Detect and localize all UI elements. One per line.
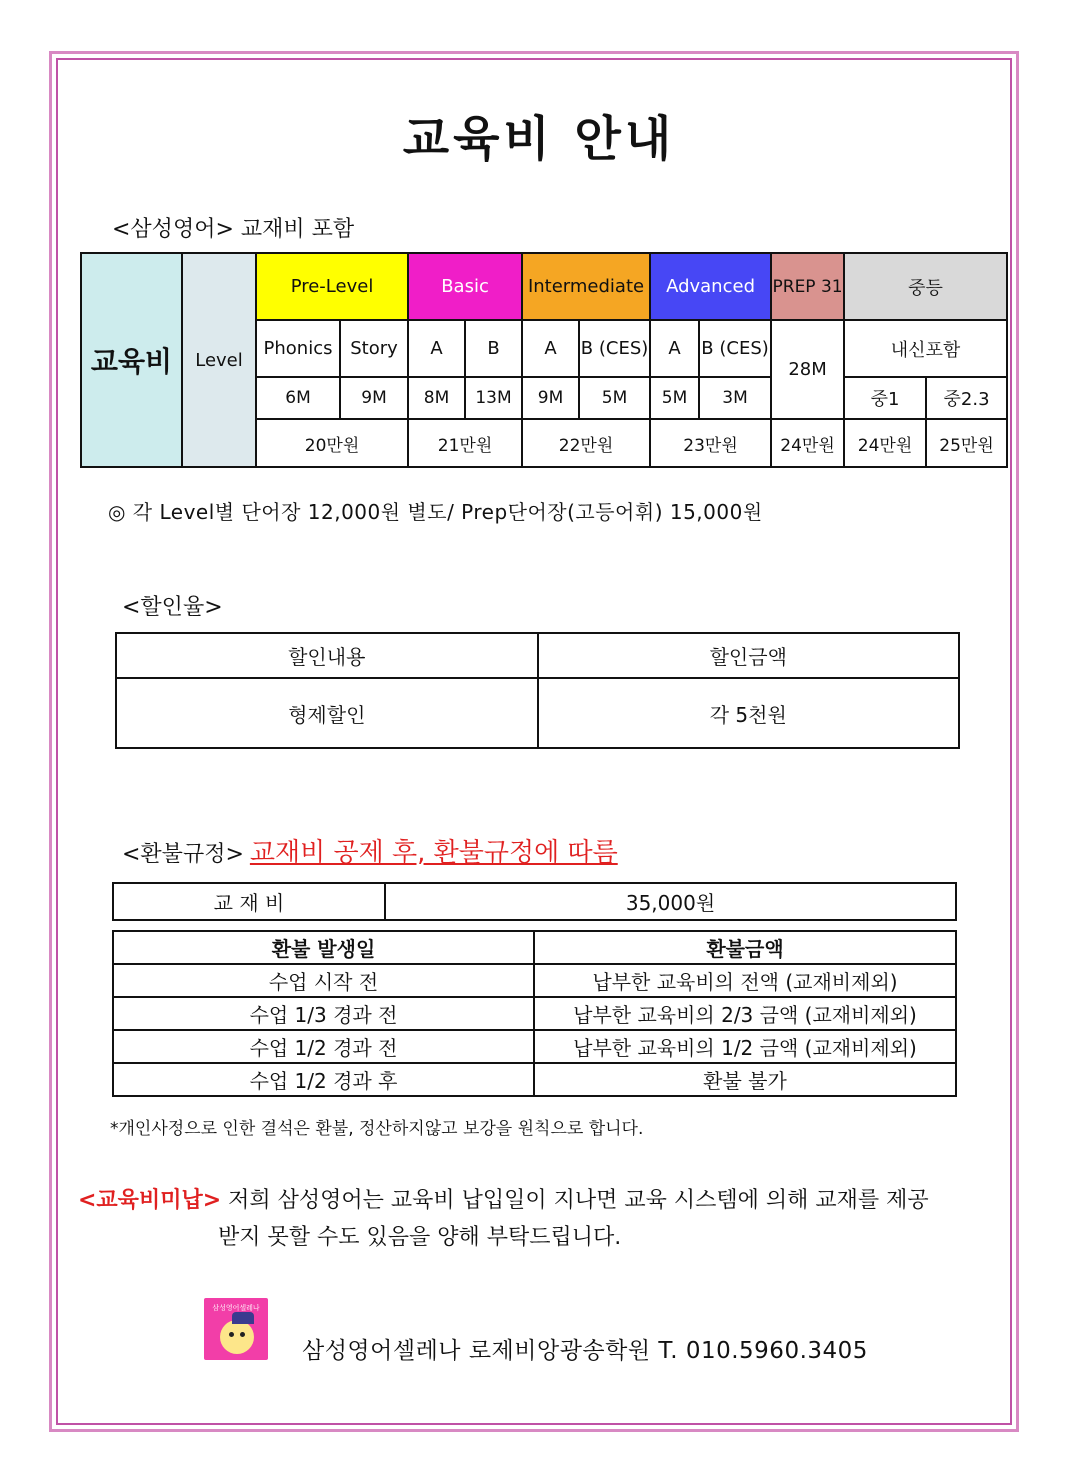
level-label: Level xyxy=(182,253,256,467)
unpaid-label: <교육비미납> xyxy=(78,1188,222,1213)
duration: 5M xyxy=(650,377,699,419)
logo-text: 삼성영어셀레나 xyxy=(212,1304,260,1312)
group-middle: 중등 xyxy=(844,253,1007,320)
sub-adv-b: B (CES) xyxy=(699,320,771,377)
middle-note: 내신포함 xyxy=(844,320,1007,377)
duration: 6M xyxy=(256,377,340,419)
book-fee-label: 교 재 비 xyxy=(113,883,385,920)
discount-label: <할인율> xyxy=(122,595,223,620)
group-prep: PREP 31 xyxy=(771,253,844,320)
prep-duration: 28M xyxy=(771,320,844,419)
middle-grade-2-3: 중2.3 xyxy=(926,377,1007,419)
unpaid-line-1: 저희 삼성영어는 교육비 납입일이 지나면 교육 시스템에 의해 교재를 제공 xyxy=(221,1188,929,1213)
fee-table xyxy=(80,252,1008,468)
sub-adv-a: A xyxy=(650,320,699,377)
refund-row-amount: 납부한 교육비의 전액 (교재비제외) xyxy=(534,964,956,997)
refund-row-amount: 환불 불가 xyxy=(534,1063,956,1096)
group-pre-level: Pre-Level xyxy=(256,253,408,320)
refund-label xyxy=(122,832,618,869)
book-fee-table xyxy=(112,882,957,921)
discount-amount: 각 5천원 xyxy=(538,678,960,748)
discount-content: 형제할인 xyxy=(116,678,538,748)
refund-row-date: 수업 1/2 경과 전 xyxy=(113,1030,534,1063)
price-basic: 21만원 xyxy=(408,419,522,467)
group-basic: Basic xyxy=(408,253,522,320)
sub-inter-b: B (CES) xyxy=(579,320,650,377)
refund-row-date: 수업 1/3 경과 전 xyxy=(113,997,534,1030)
logo-hat-icon xyxy=(232,1312,254,1324)
price-pre-level: 20만원 xyxy=(256,419,408,467)
discount-table xyxy=(115,632,960,749)
refund-header-date: 환불 발생일 xyxy=(113,931,534,964)
refund-header-amount: 환불금액 xyxy=(534,931,956,964)
group-intermediate: Intermediate xyxy=(522,253,650,320)
fee-row-label: 교육비 xyxy=(81,253,182,467)
duration: 9M xyxy=(340,377,408,419)
refund-row-amount: 납부한 교육비의 2/3 금액 (교재비제외) xyxy=(534,997,956,1030)
unpaid-notice xyxy=(78,1182,998,1256)
refund-row-date: 수업 시작 전 xyxy=(113,964,534,997)
discount-header-content: 할인내용 xyxy=(116,633,538,678)
price-advanced: 23만원 xyxy=(650,419,771,467)
unpaid-line-2: 받지 못할 수도 있음을 양해 부탁드립니다. xyxy=(218,1225,622,1250)
academy-logo xyxy=(204,1298,268,1360)
sub-story: Story xyxy=(340,320,408,377)
group-advanced: Advanced xyxy=(650,253,771,320)
price-middle-1: 24만원 xyxy=(844,419,926,467)
logo-face-icon xyxy=(220,1320,254,1354)
refund-note-red: 교재비 공제 후, 환불규정에 따름 xyxy=(249,838,618,868)
vocab-note: ◎ 각 Level별 단어장 12,000원 별도/ Prep단어장(고등어휘) 15,000원 xyxy=(108,500,763,524)
price-intermediate: 22만원 xyxy=(522,419,650,467)
fee-section-label: <삼성영어> 교재비 포함 xyxy=(112,217,355,242)
refund-table xyxy=(112,930,957,1097)
book-fee-price: 35,000원 xyxy=(385,883,956,920)
price-prep: 24만원 xyxy=(771,419,844,467)
duration: 5M xyxy=(579,377,650,419)
duration: 13M xyxy=(465,377,522,419)
footer-contact: 삼성영어셀레나 로제비앙광송학원 T. 010.5960.3405 xyxy=(302,1338,868,1364)
sub-basic-a: A xyxy=(408,320,465,377)
sub-basic-b: B xyxy=(465,320,522,377)
duration: 8M xyxy=(408,377,465,419)
refund-row-date: 수업 1/2 경과 후 xyxy=(113,1063,534,1096)
middle-grade-1: 중1 xyxy=(844,377,926,419)
discount-header-amount: 할인금액 xyxy=(538,633,960,678)
duration: 3M xyxy=(699,377,771,419)
absence-footnote: *개인사정으로 인한 결석은 환불, 정산하지않고 보강을 원칙으로 합니다. xyxy=(110,1119,644,1139)
sub-phonics: Phonics xyxy=(256,320,340,377)
refund-row-amount: 납부한 교육비의 1/2 금액 (교재비제외) xyxy=(534,1030,956,1063)
sub-inter-a: A xyxy=(522,320,579,377)
price-middle-2-3: 25만원 xyxy=(926,419,1007,467)
page-title: 교육비 안내 xyxy=(402,111,676,167)
refund-label-text: <환불규정> xyxy=(122,842,244,867)
duration: 9M xyxy=(522,377,579,419)
